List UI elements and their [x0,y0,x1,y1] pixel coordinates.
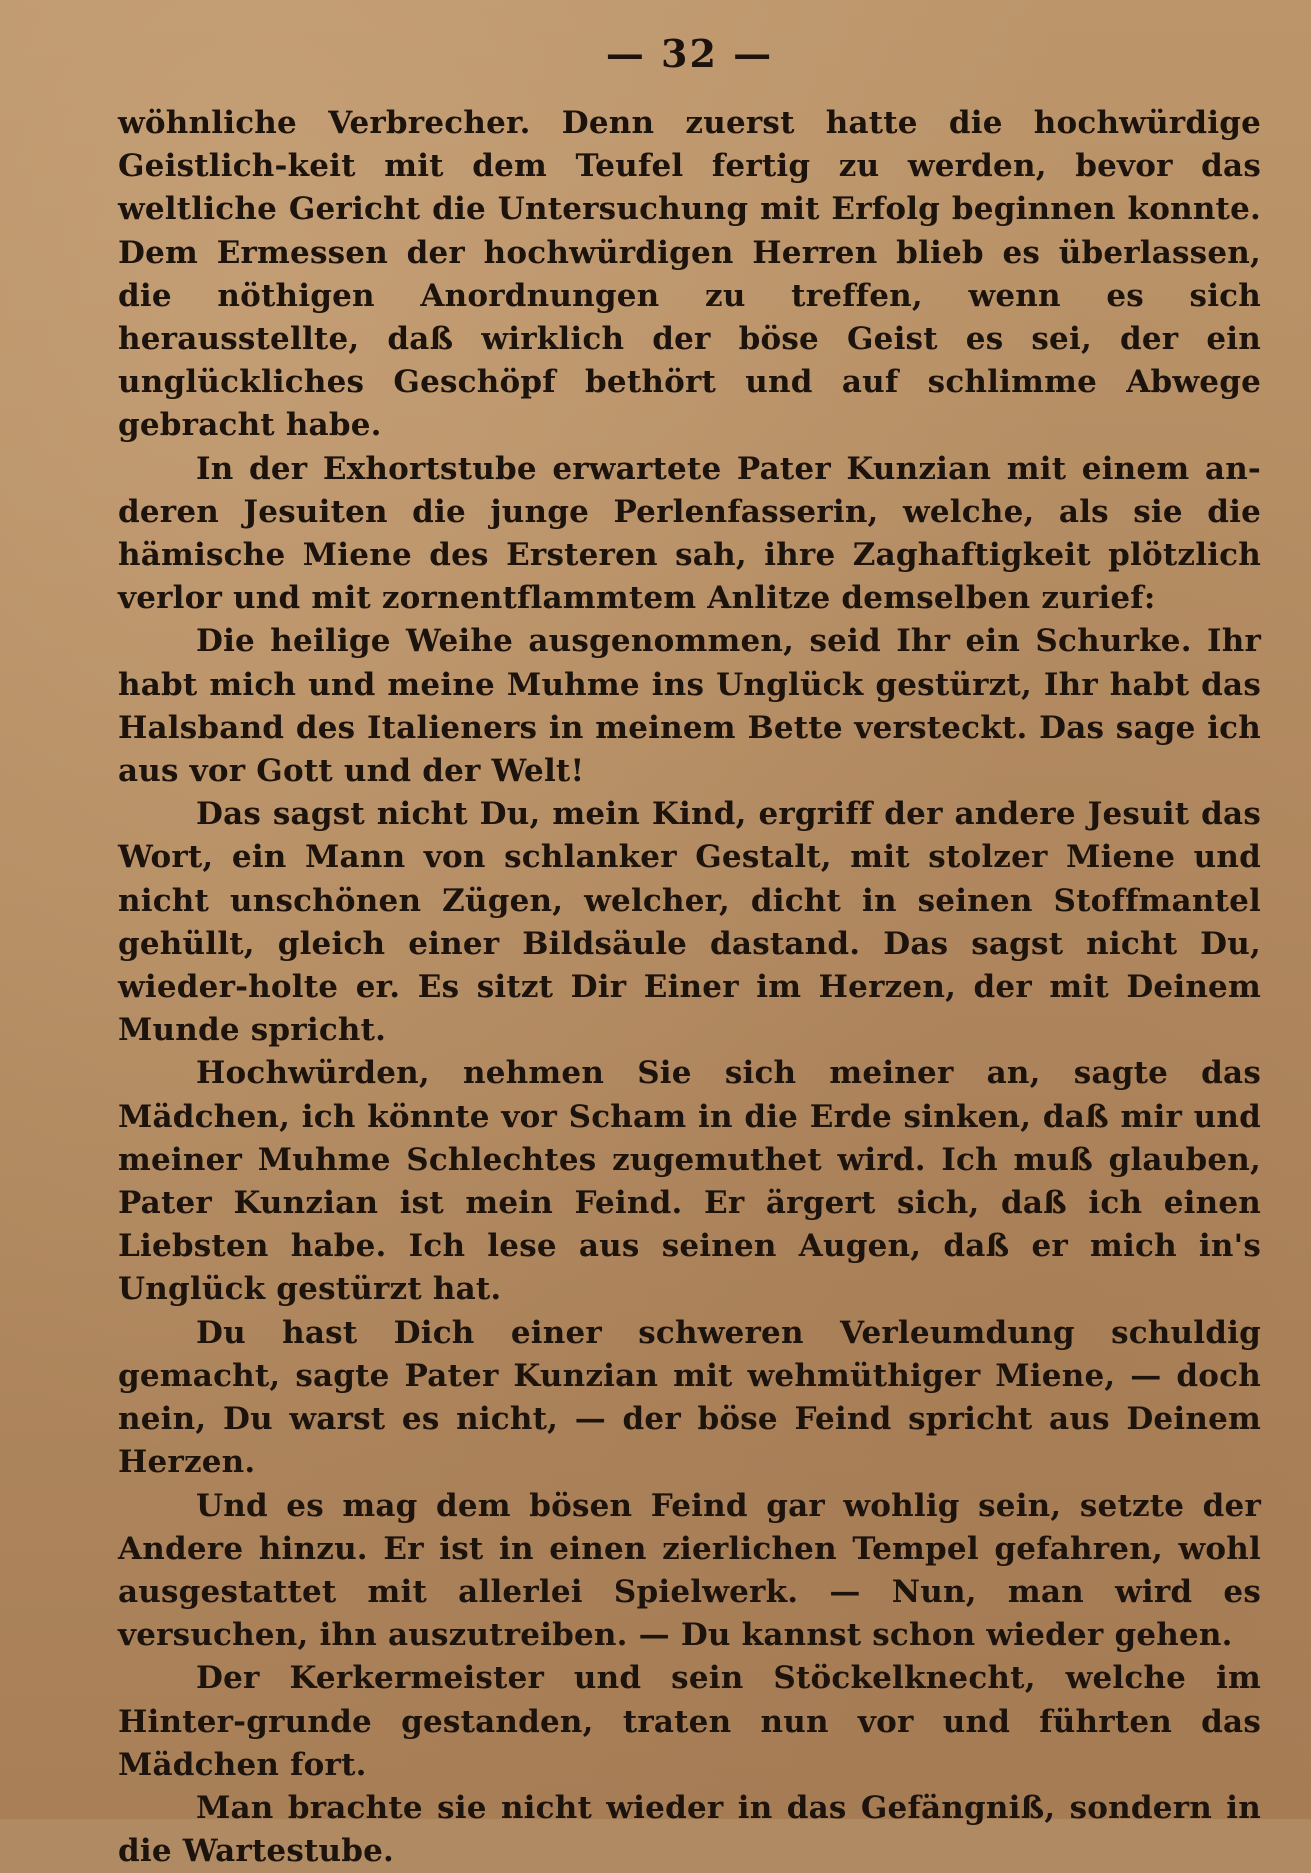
page-number: — 32 — [605,31,774,76]
body-text [118,102,1261,1873]
paragraph-6: Du hast Dich einer schweren Verleumdung schuldig gemacht, sagte Pater Kunzian mit wehmüthiger Miene, — doch nein, Du warst es nicht, — der böse Feind spricht aus Deinem Herzen. [118,1314,1261,1481]
paragraph-5: Hochwürden, nehmen Sie sich meiner an, sagte das Mädchen, ich könnte vor Scham in die Erde sinken, daß mir und meiner Muhme Schlechtes zugemuthet wird. Ich muß glauben, Pater Kunzian ist mein Feind. Er ärgert sich, daß ich einen Liebsten habe. Ich lese aus seinen Augen, daß er mich in's Unglück gestürzt hat. [118,1055,1261,1308]
paragraph-3: Die heilige Weihe ausgenommen, seid Ihr ein Schurke. Ihr habt mich und meine Muhme ins Unglück gestürzt, Ihr habt das Halsband des Italieners in meinem Bette versteckt. Das sage ich aus vor Gott und der Welt! [118,623,1261,790]
paragraph-9: Man brachte sie nicht wieder in das Gefängniß, sondern in die Wartestube. [118,1789,1261,1870]
paragraph-2: In der Exhortstube erwartete Pater Kunzian mit einem an-deren Jesuiten die junge Perlenfasserin, welche, als sie die hämische Miene des Ersteren sah, ihre Zaghaftigkeit plötzlich verlor und mit zornentflammtem Anlitze demselben zurief: [118,450,1261,617]
paragraph-1: wöhnliche Verbrecher. Denn zuerst hatte die hochwürdige Geistlich-keit mit dem Teufel fertig zu werden, bevor das weltliche Gericht die Untersuchung mit Erfolg beginnen konnte. Dem Ermessen der hochwürdigen Herren blieb es überlassen, die nöthigen Anordnungen zu treffen, wenn es sich herausstellte, daß wirklich der böse Geist es sei, der ein unglückliches Geschöpf bethört und auf schlimme Abwege gebracht habe. [118,105,1261,444]
paragraph-8: Der Kerkermeister und sein Stöckelknecht, welche im Hinter-grunde gestanden, traten nun vor und führten das Mädchen fort. [118,1660,1261,1783]
paragraph-4: Das sagst nicht Du, mein Kind, ergriff der andere Jesuit das Wort, ein Mann von schlanker Gestalt, mit stolzer Miene und nicht unschönen Zügen, welcher, dicht in seinen Stoffmantel gehüllt, gleich einer Bildsäule dastand. Das sagst nicht Du, wieder-holte er. Es sitzt Dir Einer im Herzen, der mit Deinem Munde spricht. [118,796,1261,1049]
paragraph-7: Und es mag dem bösen Feind gar wohlig sein, setzte der Andere hinzu. Er ist in einen zierlichen Tempel gefahren, wohl ausgestattet mit allerlei Spielwerk. — Nun, man wird es versuchen, ihn auszutreiben. — Du kannst schon wieder gehen. [118,1487,1261,1654]
